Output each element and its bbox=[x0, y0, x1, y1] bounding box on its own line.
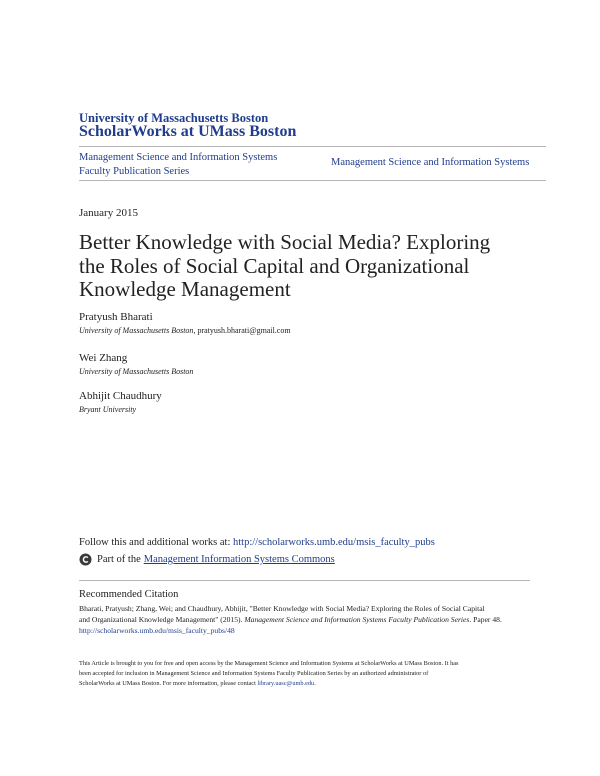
follow-url-link[interactable]: http://scholarworks.umb.edu/msis_faculty_pubs bbox=[233, 537, 435, 548]
institution-name: University of Massachusetts Boston bbox=[79, 111, 269, 125]
author-block-3 bbox=[79, 390, 162, 414]
author-email: , pratyush.bharati@gmail.com bbox=[193, 326, 291, 335]
access-line-3 bbox=[79, 679, 529, 689]
publication-date: January 2015 bbox=[79, 207, 138, 219]
author-affiliation bbox=[79, 326, 291, 335]
access-line-3-suffix: . bbox=[314, 680, 316, 687]
repository-name[interactable]: ScholarWorks at UMass Boston bbox=[79, 123, 297, 140]
citation-series-name: Management Science and Information Systems Faculty Publication Series bbox=[244, 615, 470, 624]
author-block-2 bbox=[79, 352, 193, 376]
header-divider-top bbox=[79, 146, 546, 147]
author-name: Wei Zhang bbox=[79, 352, 128, 364]
citation-line-1: Bharati, Pratyush; Zhang, Wei; and Chaudhury, Abhijit, "Better Knowledge with Social Media? Exploring the Roles of Social Capital bbox=[79, 604, 485, 613]
series-left[interactable] bbox=[79, 151, 309, 179]
author-affiliation: Bryant University bbox=[79, 405, 137, 414]
commons-link[interactable]: Management Information Systems Commons bbox=[143, 554, 335, 565]
access-line-2: been accepted for inclusion in Management Science and Information Systems Faculty Publication Series by an authorized administrator of bbox=[79, 670, 429, 677]
recommended-citation-body bbox=[79, 603, 529, 636]
citation-divider bbox=[79, 580, 530, 581]
paper-title: Better Knowledge with Social Media? Exploring the Roles of Social Capital and Organizational Knowledge Management bbox=[79, 230, 491, 301]
author-name: Pratyush Bharati bbox=[79, 311, 153, 323]
part-of-line bbox=[79, 553, 335, 566]
follow-line bbox=[79, 537, 435, 548]
access-line-1: This Article is brought to you for free and open access by the Management Science and Information Systems at ScholarWorks at UMass Boston. It has bbox=[79, 660, 459, 667]
header-divider-bottom bbox=[79, 180, 546, 181]
creative-commons-icon bbox=[79, 553, 92, 566]
recommended-citation-heading: Recommended Citation bbox=[79, 589, 179, 600]
access-statement bbox=[79, 659, 529, 689]
citation-url-link[interactable]: http://scholarworks.umb.edu/msis_faculty_pubs/48 bbox=[79, 626, 235, 635]
series-left-line1[interactable]: Management Science and Information Systems bbox=[79, 152, 278, 163]
author-name: Abhijit Chaudhury bbox=[79, 390, 162, 402]
author-affiliation: University of Massachusetts Boston bbox=[79, 367, 194, 376]
access-line-3-prefix: ScholarWorks at UMass Boston. For more information, please contact bbox=[79, 680, 258, 687]
follow-prefix: Follow this and additional works at: bbox=[79, 537, 233, 548]
author-block-1 bbox=[79, 311, 291, 335]
part-of-prefix: Part of the bbox=[97, 554, 141, 565]
citation-line-2 bbox=[79, 614, 529, 625]
author-affiliation-text: University of Massachusetts Boston bbox=[79, 326, 194, 335]
contact-email-link[interactable]: library.uasc@umb.edu bbox=[257, 680, 315, 687]
series-left-line2[interactable]: Faculty Publication Series bbox=[79, 166, 190, 177]
citation-line-2-plain: and Organizational Knowledge Management" (2015). bbox=[79, 615, 245, 624]
series-right[interactable]: Management Science and Information Systems bbox=[331, 157, 530, 168]
citation-paper-number: . Paper 48. bbox=[469, 615, 502, 624]
